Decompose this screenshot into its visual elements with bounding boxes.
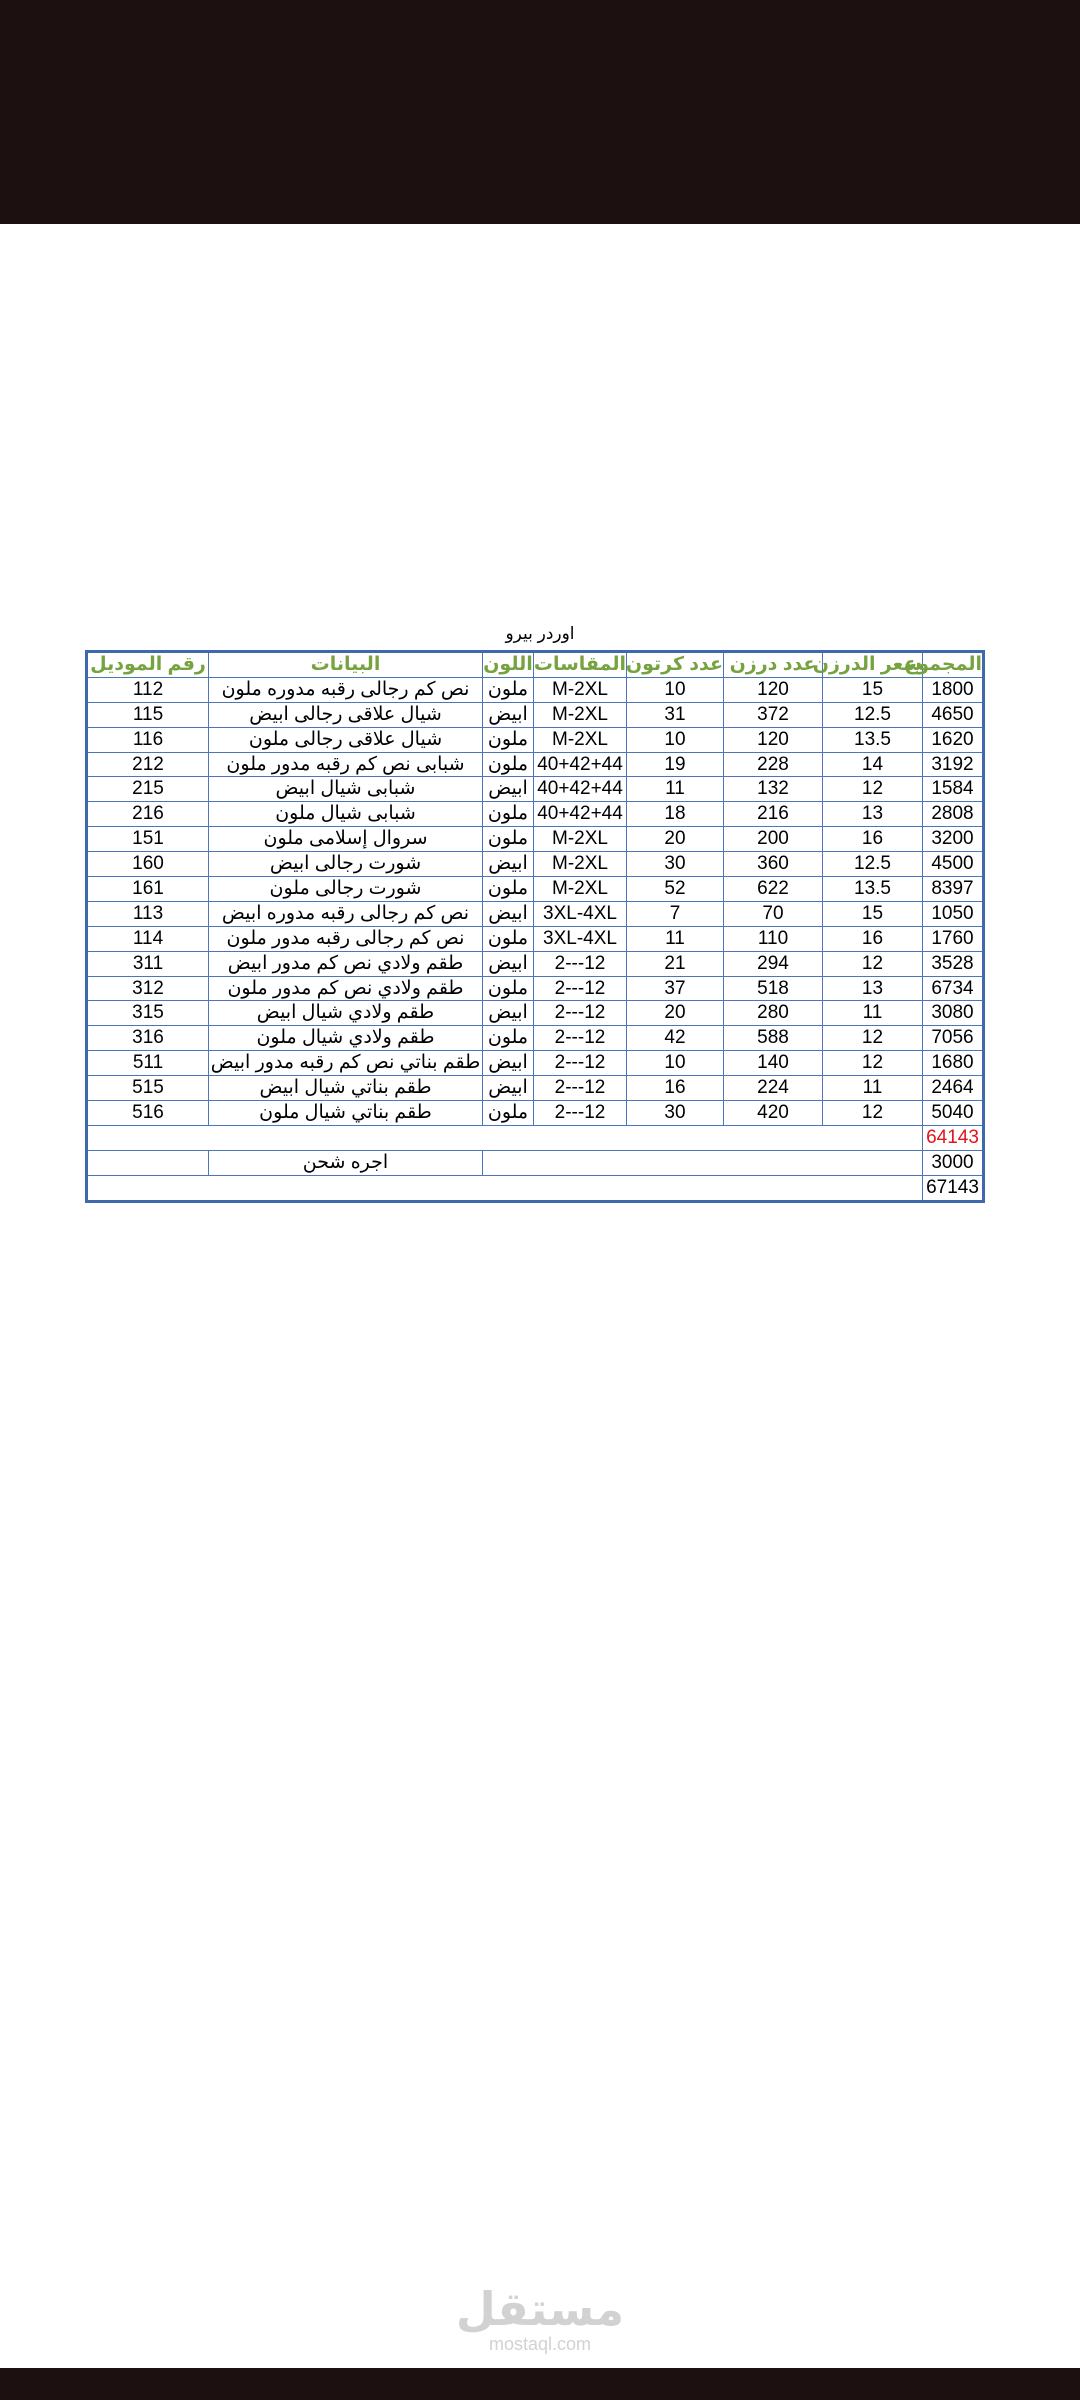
cell-dozen-count: 360 bbox=[724, 852, 823, 877]
subtotal-blank bbox=[87, 1125, 923, 1150]
cell-description: طقم بناتي نص كم رقبه مدور ابيض bbox=[209, 1051, 483, 1076]
header-dozen-price: سعر الدرزن bbox=[823, 652, 923, 678]
cell-dozen-count: 588 bbox=[724, 1026, 823, 1051]
order-table bbox=[85, 650, 985, 1203]
cell-sizes: M-2XL bbox=[534, 852, 627, 877]
cell-carton-count: 18 bbox=[627, 802, 724, 827]
cell-sizes: 3XL-4XL bbox=[534, 926, 627, 951]
cell-model-no: 114 bbox=[87, 926, 209, 951]
cell-sizes: 2---12 bbox=[534, 1101, 627, 1126]
cell-dozen-price: 12 bbox=[823, 951, 923, 976]
table-body bbox=[87, 677, 984, 1125]
grand-total-value: 67143 bbox=[923, 1175, 984, 1201]
cell-description: نص كم رجالى رقبه مدوره ابيض bbox=[209, 901, 483, 926]
cell-color: ملون bbox=[483, 677, 534, 702]
cell-carton-count: 10 bbox=[627, 727, 724, 752]
cell-dozen-count: 294 bbox=[724, 951, 823, 976]
cell-dozen-count: 372 bbox=[724, 702, 823, 727]
cell-color: ملون bbox=[483, 752, 534, 777]
cell-carton-count: 10 bbox=[627, 1051, 724, 1076]
cell-dozen-count: 132 bbox=[724, 777, 823, 802]
cell-carton-count: 30 bbox=[627, 1101, 724, 1126]
cell-color: ابيض bbox=[483, 702, 534, 727]
cell-total: 3080 bbox=[923, 1001, 984, 1026]
cell-dozen-count: 420 bbox=[724, 1101, 823, 1126]
header-color: اللون bbox=[483, 652, 534, 678]
table-row bbox=[87, 1051, 984, 1076]
cell-total: 1050 bbox=[923, 901, 984, 926]
subtotal-row bbox=[87, 1125, 984, 1150]
cell-color: ملون bbox=[483, 802, 534, 827]
cell-dozen-count: 518 bbox=[724, 976, 823, 1001]
table-row bbox=[87, 1026, 984, 1051]
cell-dozen-price: 12 bbox=[823, 1051, 923, 1076]
cell-carton-count: 11 bbox=[627, 926, 724, 951]
cell-description: نص كم رجالى رقبه مدوره ملون bbox=[209, 677, 483, 702]
cell-description: طقم ولادي شيال ابيض bbox=[209, 1001, 483, 1026]
cell-description: شيال علاقى رجالى ملون bbox=[209, 727, 483, 752]
cell-total: 1584 bbox=[923, 777, 984, 802]
table-row bbox=[87, 677, 984, 702]
cell-dozen-count: 110 bbox=[724, 926, 823, 951]
cell-total: 3192 bbox=[923, 752, 984, 777]
cell-description: طقم بناتي شيال ملون bbox=[209, 1101, 483, 1126]
cell-color: ملون bbox=[483, 827, 534, 852]
cell-model-no: 115 bbox=[87, 702, 209, 727]
cell-model-no: 116 bbox=[87, 727, 209, 752]
table-row bbox=[87, 802, 984, 827]
cell-total: 7056 bbox=[923, 1026, 984, 1051]
cell-color: ملون bbox=[483, 877, 534, 902]
grand-total-blank bbox=[87, 1175, 923, 1201]
table-row bbox=[87, 777, 984, 802]
table-row bbox=[87, 926, 984, 951]
cell-sizes: M-2XL bbox=[534, 677, 627, 702]
cell-color: ملون bbox=[483, 1101, 534, 1126]
cell-color: ابيض bbox=[483, 1001, 534, 1026]
header-carton-count: عدد كرتون bbox=[627, 652, 724, 678]
cell-model-no: 160 bbox=[87, 852, 209, 877]
cell-model-no: 113 bbox=[87, 901, 209, 926]
cell-model-no: 215 bbox=[87, 777, 209, 802]
header-description: البيانات bbox=[209, 652, 483, 678]
header-total: المجموع bbox=[923, 652, 984, 678]
cell-sizes: M-2XL bbox=[534, 702, 627, 727]
cell-description: سروال إسلامى ملون bbox=[209, 827, 483, 852]
cell-dozen-count: 140 bbox=[724, 1051, 823, 1076]
cell-sizes: 2---12 bbox=[534, 976, 627, 1001]
cell-dozen-price: 13.5 bbox=[823, 877, 923, 902]
cell-carton-count: 19 bbox=[627, 752, 724, 777]
cell-description: شبابى شيال ملون bbox=[209, 802, 483, 827]
table-row bbox=[87, 976, 984, 1001]
table-row bbox=[87, 877, 984, 902]
cell-model-no: 312 bbox=[87, 976, 209, 1001]
table-row bbox=[87, 727, 984, 752]
cell-dozen-price: 16 bbox=[823, 926, 923, 951]
cell-dozen-count: 120 bbox=[724, 677, 823, 702]
cell-color: ابيض bbox=[483, 777, 534, 802]
cell-dozen-price: 12 bbox=[823, 1101, 923, 1126]
cell-dozen-price: 12.5 bbox=[823, 852, 923, 877]
cell-model-no: 112 bbox=[87, 677, 209, 702]
cell-model-no: 315 bbox=[87, 1001, 209, 1026]
cell-carton-count: 52 bbox=[627, 877, 724, 902]
cell-sizes: 2---12 bbox=[534, 951, 627, 976]
header-dozen-count: عدد درزن bbox=[724, 652, 823, 678]
cell-dozen-price: 14 bbox=[823, 752, 923, 777]
cell-sizes: 2---12 bbox=[534, 1026, 627, 1051]
cell-sizes: 2---12 bbox=[534, 1076, 627, 1101]
shipping-blank bbox=[483, 1150, 923, 1175]
cell-model-no: 316 bbox=[87, 1026, 209, 1051]
cell-carton-count: 31 bbox=[627, 702, 724, 727]
cell-carton-count: 30 bbox=[627, 852, 724, 877]
cell-sizes: M-2XL bbox=[534, 877, 627, 902]
cell-carton-count: 11 bbox=[627, 777, 724, 802]
cell-total: 8397 bbox=[923, 877, 984, 902]
cell-sizes: M-2XL bbox=[534, 827, 627, 852]
table-row bbox=[87, 901, 984, 926]
cell-color: ابيض bbox=[483, 951, 534, 976]
cell-color: ملون bbox=[483, 727, 534, 752]
cell-total: 3200 bbox=[923, 827, 984, 852]
cell-dozen-price: 12 bbox=[823, 777, 923, 802]
cell-carton-count: 37 bbox=[627, 976, 724, 1001]
cell-color: ملون bbox=[483, 1026, 534, 1051]
cell-model-no: 216 bbox=[87, 802, 209, 827]
cell-total: 2808 bbox=[923, 802, 984, 827]
cell-carton-count: 10 bbox=[627, 677, 724, 702]
shipping-row bbox=[87, 1150, 984, 1175]
cell-dozen-price: 11 bbox=[823, 1001, 923, 1026]
table-row bbox=[87, 752, 984, 777]
cell-carton-count: 21 bbox=[627, 951, 724, 976]
cell-total: 1620 bbox=[923, 727, 984, 752]
cell-dozen-price: 13 bbox=[823, 976, 923, 1001]
cell-total: 2464 bbox=[923, 1076, 984, 1101]
table-row bbox=[87, 1001, 984, 1026]
cell-carton-count: 20 bbox=[627, 1001, 724, 1026]
table-row bbox=[87, 702, 984, 727]
cell-dozen-price: 15 bbox=[823, 677, 923, 702]
cell-total: 1800 bbox=[923, 677, 984, 702]
cell-dozen-count: 70 bbox=[724, 901, 823, 926]
table-row bbox=[87, 827, 984, 852]
cell-total: 4500 bbox=[923, 852, 984, 877]
cell-description: شبابى نص كم رقبه مدور ملون bbox=[209, 752, 483, 777]
header-model-no: رقم الموديل bbox=[87, 652, 209, 678]
cell-color: ابيض bbox=[483, 1051, 534, 1076]
cell-carton-count: 42 bbox=[627, 1026, 724, 1051]
cell-total: 6734 bbox=[923, 976, 984, 1001]
cell-dozen-count: 200 bbox=[724, 827, 823, 852]
shipping-label: اجره شحن bbox=[209, 1150, 483, 1175]
cell-model-no: 516 bbox=[87, 1101, 209, 1126]
cell-sizes: M-2XL bbox=[534, 727, 627, 752]
cell-dozen-count: 228 bbox=[724, 752, 823, 777]
cell-sizes: 2---12 bbox=[534, 1051, 627, 1076]
header-sizes: المقاسات bbox=[534, 652, 627, 678]
bottom-dark-band bbox=[0, 2368, 1080, 2400]
cell-description: شورت رجالى ملون bbox=[209, 877, 483, 902]
cell-sizes: 3XL-4XL bbox=[534, 901, 627, 926]
cell-dozen-price: 11 bbox=[823, 1076, 923, 1101]
cell-model-no: 511 bbox=[87, 1051, 209, 1076]
cell-dozen-count: 120 bbox=[724, 727, 823, 752]
cell-color: ابيض bbox=[483, 1076, 534, 1101]
cell-description: نص كم رجالى رقبه مدور ملون bbox=[209, 926, 483, 951]
watermark-arabic: مستقل bbox=[455, 2283, 625, 2335]
cell-description: طقم بناتي شيال ابيض bbox=[209, 1076, 483, 1101]
cell-carton-count: 20 bbox=[627, 827, 724, 852]
shipping-value: 3000 bbox=[923, 1150, 984, 1175]
cell-sizes: 40+42+44 bbox=[534, 777, 627, 802]
sheet-title: اوردر بيرو bbox=[505, 624, 575, 643]
cell-description: طقم ولادي نص كم مدور ملون bbox=[209, 976, 483, 1001]
cell-total: 4650 bbox=[923, 702, 984, 727]
cell-model-no: 212 bbox=[87, 752, 209, 777]
table-row bbox=[87, 852, 984, 877]
table-row bbox=[87, 1076, 984, 1101]
cell-model-no: 311 bbox=[87, 951, 209, 976]
table-row bbox=[87, 951, 984, 976]
cell-description: شبابى شيال ابيض bbox=[209, 777, 483, 802]
cell-model-no: 151 bbox=[87, 827, 209, 852]
cell-sizes: 40+42+44 bbox=[534, 752, 627, 777]
cell-dozen-count: 622 bbox=[724, 877, 823, 902]
cell-carton-count: 7 bbox=[627, 901, 724, 926]
cell-dozen-price: 12.5 bbox=[823, 702, 923, 727]
cell-dozen-count: 216 bbox=[724, 802, 823, 827]
cell-model-no: 515 bbox=[87, 1076, 209, 1101]
cell-total: 3528 bbox=[923, 951, 984, 976]
cell-description: شيال علاقى رجالى ابيض bbox=[209, 702, 483, 727]
header-row bbox=[87, 652, 984, 678]
cell-description: شورت رجالى ابيض bbox=[209, 852, 483, 877]
cell-color: ابيض bbox=[483, 852, 534, 877]
cell-color: ملون bbox=[483, 976, 534, 1001]
cell-model-no: 161 bbox=[87, 877, 209, 902]
cell-description: طقم ولادي نص كم مدور ابيض bbox=[209, 951, 483, 976]
cell-color: ابيض bbox=[483, 901, 534, 926]
cell-total: 1760 bbox=[923, 926, 984, 951]
subtotal-value: 64143 bbox=[923, 1125, 984, 1150]
watermark-latin: mostaql.com bbox=[488, 2334, 592, 2354]
cell-description: طقم ولادي شيال ملون bbox=[209, 1026, 483, 1051]
cell-dozen-price: 15 bbox=[823, 901, 923, 926]
cell-dozen-price: 13 bbox=[823, 802, 923, 827]
table-row bbox=[87, 1101, 984, 1126]
cell-total: 5040 bbox=[923, 1101, 984, 1126]
cell-total: 1680 bbox=[923, 1051, 984, 1076]
cell-color: ملون bbox=[483, 926, 534, 951]
cell-dozen-price: 12 bbox=[823, 1026, 923, 1051]
cell-dozen-price: 13.5 bbox=[823, 727, 923, 752]
cell-dozen-count: 224 bbox=[724, 1076, 823, 1101]
cell-dozen-price: 16 bbox=[823, 827, 923, 852]
shipping-blank-end bbox=[87, 1150, 209, 1175]
top-dark-band bbox=[0, 0, 1080, 224]
cell-sizes: 40+42+44 bbox=[534, 802, 627, 827]
mostaql-watermark bbox=[0, 2285, 1080, 2355]
cell-dozen-count: 280 bbox=[724, 1001, 823, 1026]
grand-total-row bbox=[87, 1175, 984, 1201]
cell-sizes: 2---12 bbox=[534, 1001, 627, 1026]
cell-carton-count: 16 bbox=[627, 1076, 724, 1101]
